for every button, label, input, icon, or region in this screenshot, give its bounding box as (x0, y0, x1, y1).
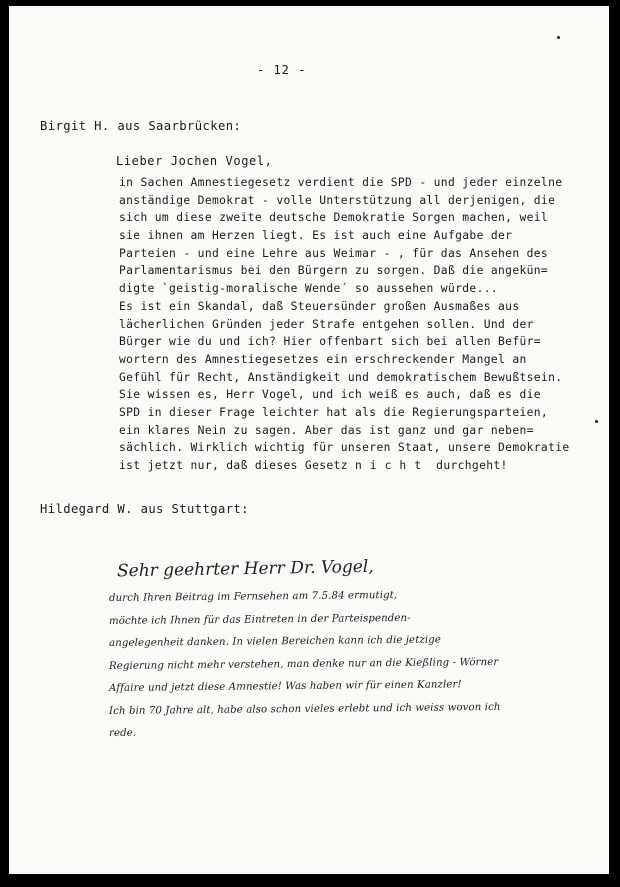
letter-line: ein klares Nein zu sagen. Aber das ist ganz und gar neben= (119, 423, 534, 437)
letter-line: digte `geistig-moralische Wende´ so aussehen würde... (119, 282, 499, 296)
handwritten-line: möchte ich Ihnen für das Eintreten in der Parteispenden- (108, 612, 411, 627)
emphasized-word: nicht (355, 459, 430, 472)
letter-line: lächerlichen Gründen jeder Strafe entgehen sollen. Und der (119, 317, 534, 331)
letter-line: sich um diese zweite deutsche Demokratie Sorgen machen, weil (119, 211, 549, 225)
letter-line: sie ihnen am Herzen liegt. Es ist auch eine Aufgabe der (119, 229, 513, 243)
page-number: - 12 - (257, 63, 307, 77)
letter-line: wortern des Amnestiegesetzes ein erschreckender Mangel an (119, 352, 527, 366)
letter-line: anständige Demokrat - volle Unterstützung all derjenigen, die (119, 193, 556, 207)
last-line-start: ist jetzt nur, daß dieses Gesetz (119, 459, 355, 472)
typed-letter-body (119, 174, 570, 475)
last-line-end: durchgeht! (429, 459, 508, 472)
letter-line: sächlich. Wirklich wichtig für unseren Staat, unsere Demokratie (119, 441, 570, 455)
handwritten-line: Ich bin 70 Jahre alt, habe also schon vieles erlebt und ich weiss wovon ich (108, 701, 501, 717)
letter-line: in Sachen Amnestiegesetz verdient die SPD - und jeder einzelne (119, 176, 563, 189)
handwritten-line: rede. (108, 727, 137, 739)
scan-speck (557, 36, 560, 39)
letter-line: Bürger wie du und ich? Hier offenbart sich bei allen Befür= (119, 335, 541, 349)
handwritten-line: Regierung nicht mehr verstehen, man denke nur an die Kießling - Wörner (108, 656, 499, 672)
letter-line: Parteien - und eine Lehre aus Weimar - , für das Ansehen des (119, 246, 549, 260)
letter-line: Gefühl für Recht, Anständigkeit und demokratischem Bewußtsein. (119, 370, 563, 384)
letter-line: Parlamentarismus bei den Bürgern zu sorgen. Daß die angekün= (119, 264, 549, 278)
handwritten-salutation: Sehr geehrter Herr Dr. Vogel, (116, 556, 374, 582)
letter-last-line (119, 457, 570, 475)
scan-speck (595, 420, 598, 423)
letter-salutation: Lieber Jochen Vogel, (116, 154, 273, 168)
handwritten-line: Affaire und jetzt diese Amnestie! Was haben wir für einen Kanzler! (108, 679, 462, 694)
document-page (9, 6, 609, 874)
handwritten-line: angelegenheit danken. In vielen Bereichen kann ich die jetzige (108, 634, 442, 649)
letter-author-heading: Birgit H. aus Saarbrücken: (40, 119, 242, 133)
handwritten-line: durch Ihren Beitrag im Fernsehen am 7.5.84 ermutigt, (108, 589, 398, 604)
letter-line: Es ist ein Skandal, daß Steuersünder großen Ausmaßes aus (119, 299, 520, 313)
letter-line: SPD in dieser Frage leichter hat als die Regierungsparteien, (119, 405, 549, 419)
letter-author-heading: Hildegard W. aus Stuttgart: (40, 502, 249, 516)
letter-line: Sie wissen es, Herr Vogel, und ich weiß es auch, daß es die (119, 388, 541, 402)
handwritten-letter-body (109, 548, 501, 746)
